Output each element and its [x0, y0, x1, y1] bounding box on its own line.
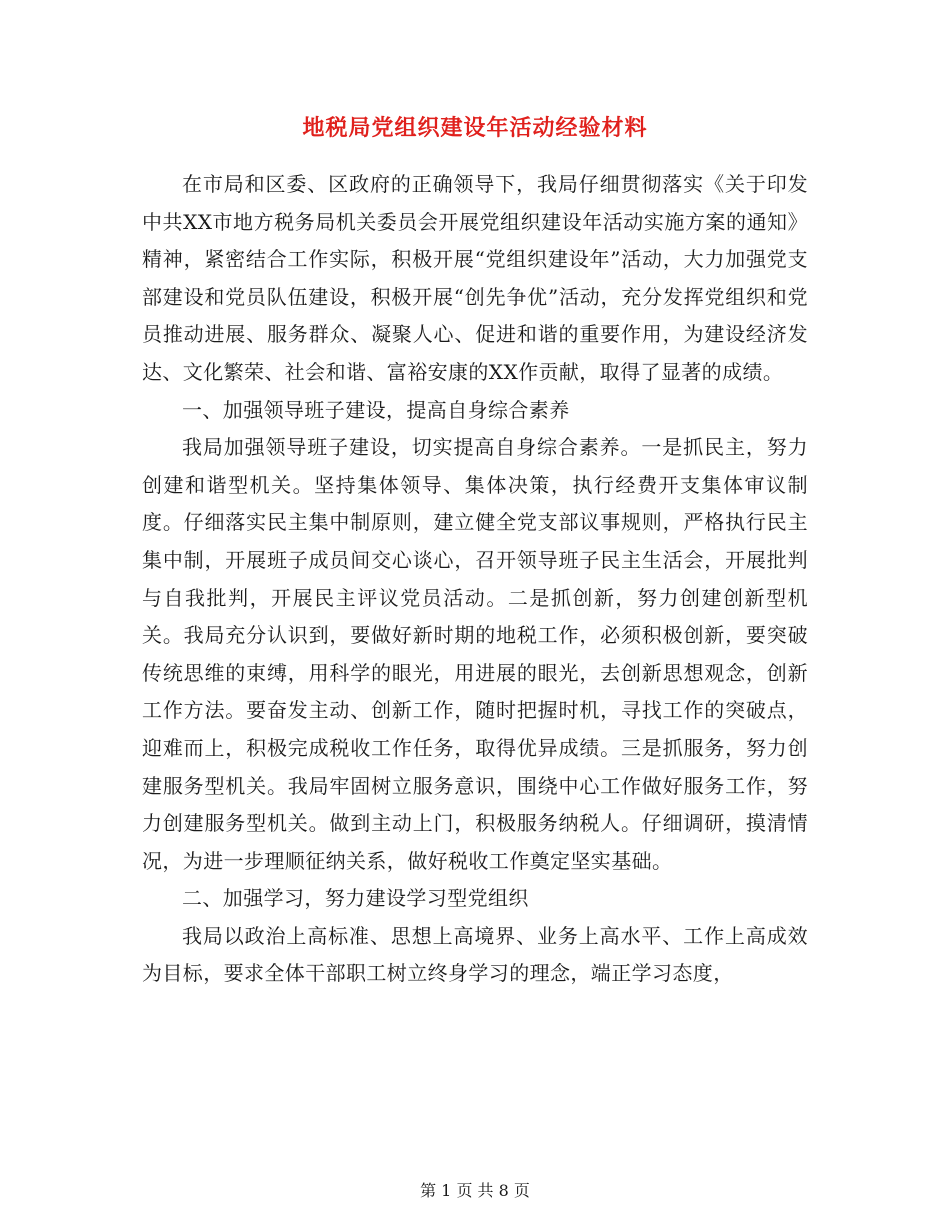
paragraph-intro: 在市局和区委、区政府的正确领导下，我局仔细贯彻落实《关于印发中共XX市地方税务局机关委员会开展党组织建设年活动实施方案的通知》精神，紧密结合工作实际，积极开展“党组织建设年”活动，大力加强党支部建设和党员队伍建设，积极开展“创先争优”活动，充分发挥党组织和党员推动进展、服务群众、凝聚人心、促进和谐的重要作用，为建设经济发达、文化繁荣、社会和谐、富裕安康的XX作贡献，取得了显著的成绩。 — [142, 172, 808, 384]
paragraph-section-2: 我局以政治上高标准、思想上高境界、业务上高水平、工作上高成效为目标，要求全体干部职工树立终身学习的理念，端正学习态度， — [142, 923, 808, 986]
section-heading-1: 一、加强领导班子建设，提高自身综合素养 — [182, 397, 570, 422]
page-number-footer: 第 1 页 共 8 页 — [420, 1181, 530, 1200]
document-title: 地税局党组织建设年活动经验材料 — [302, 115, 648, 141]
document-body — [142, 166, 808, 993]
paragraph-section-1: 我局加强领导班子建设，切实提高自身综合素养。一是抓民主，努力创建和谐型机关。坚持集体领导、集体决策，执行经费开支集体审议制度。仔细落实民主集中制原则，建立健全党支部议事规则，严格执行民主集中制，开展班子成员间交心谈心，召开领导班子民主生活会，开展批判与自我批判，开展民主评议党员活动。二是抓创新，努力创建创新型机关。我局充分认识到，要做好新时期的地税工作，必须积极创新，要突破传统思维的束缚，用科学的眼光，用进展的眼光，去创新思想观念，创新工作方法。要奋发主动、创新工作，随时把握时机，寻找工作的突破点，迎难而上，积极完成税收工作任务，取得优异成绩。三是抓服务，努力创建服务型机关。我局牢固树立服务意识，围绕中心工作做好服务工作，努力创建服务型机关。做到主动上门，积极服务纳税人。仔细调研，摸清情况，为进一步理顺征纳关系，做好税收工作奠定坚实基础。 — [142, 435, 808, 873]
section-heading-2: 二、加强学习，努力建设学习型党组织 — [182, 886, 529, 911]
